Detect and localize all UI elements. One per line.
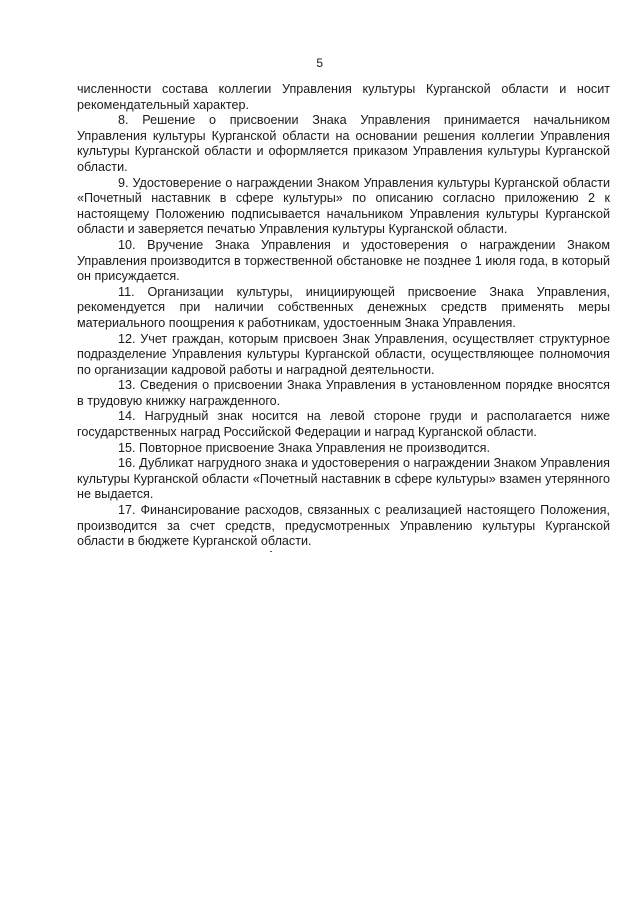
paragraph-8: 8. Решение о присвоении Знака Управления принимается начальником Управления культуры Курганской области на основании решения коллегии Управления культуры Курганской области и оформляется приказом Управления культуры Курганской области. [77, 113, 610, 174]
paragraph-17: 17. Финансирование расходов, связанных с реализацией настоящего Положения, производится за счет средств, предусмотренных Управлению культуры Курганской области в бюджете Курганской области. [77, 503, 610, 549]
document-body [77, 82, 610, 550]
paragraph-11: 11. Организации культуры, инициирующей присвоение Знака Управления, рекомендуется при наличии собственных денежных средств применять меры материального поощрения к работникам, удостоенным Знака Управления. [77, 284, 610, 330]
paragraph-14: 14. Нагрудный знак носится на левой стороне груди и располагается ниже государственных наград Российской Федерации и наград Курганской области. [77, 409, 610, 440]
paragraph-15: 15. Повторное присвоение Знака Управления не производится. [118, 440, 490, 455]
paragraph-continuation: численности состава коллегии Управления культуры Курганской области и носит рекомендательный характер. [77, 82, 610, 112]
page-number: 5 [316, 56, 324, 70]
paragraph-13: 13. Сведения о присвоении Знака Управления в установленном порядке вносятся в трудовую книжку награжденного. [77, 378, 610, 408]
paragraph-16: 16. Дубликат нагрудного знака и удостоверения о награждении Знаком Управления культуры Курганской области «Почетный наставник в сфере культуры» взамен утерянного не выдается. [77, 456, 610, 502]
paragraph-10: 10. Вручение Знака Управления и удостоверения о награждении Знаком Управления производится в торжественной обстановке не позднее 1 июля года, в который он присуждается. [77, 237, 610, 284]
scan-speck [270, 551, 272, 552]
paragraph-9: 9. Удостоверение о награждении Знаком Управления культуры Курганской области «Почетный наставник в сфере культуры» по описанию согласно приложению 2 к настоящему Положению подписывается начальником Управления культуры Курганской области и заверяется печатью Управления культуры Курганской области. [77, 175, 610, 237]
paragraph-12: 12. Учет граждан, которым присвоен Знак Управления, осуществляет структурное подразделение Управления культуры Курганской области, осуществляющее полномочия по организации кадровой работы и наградной деятельности. [77, 331, 610, 377]
